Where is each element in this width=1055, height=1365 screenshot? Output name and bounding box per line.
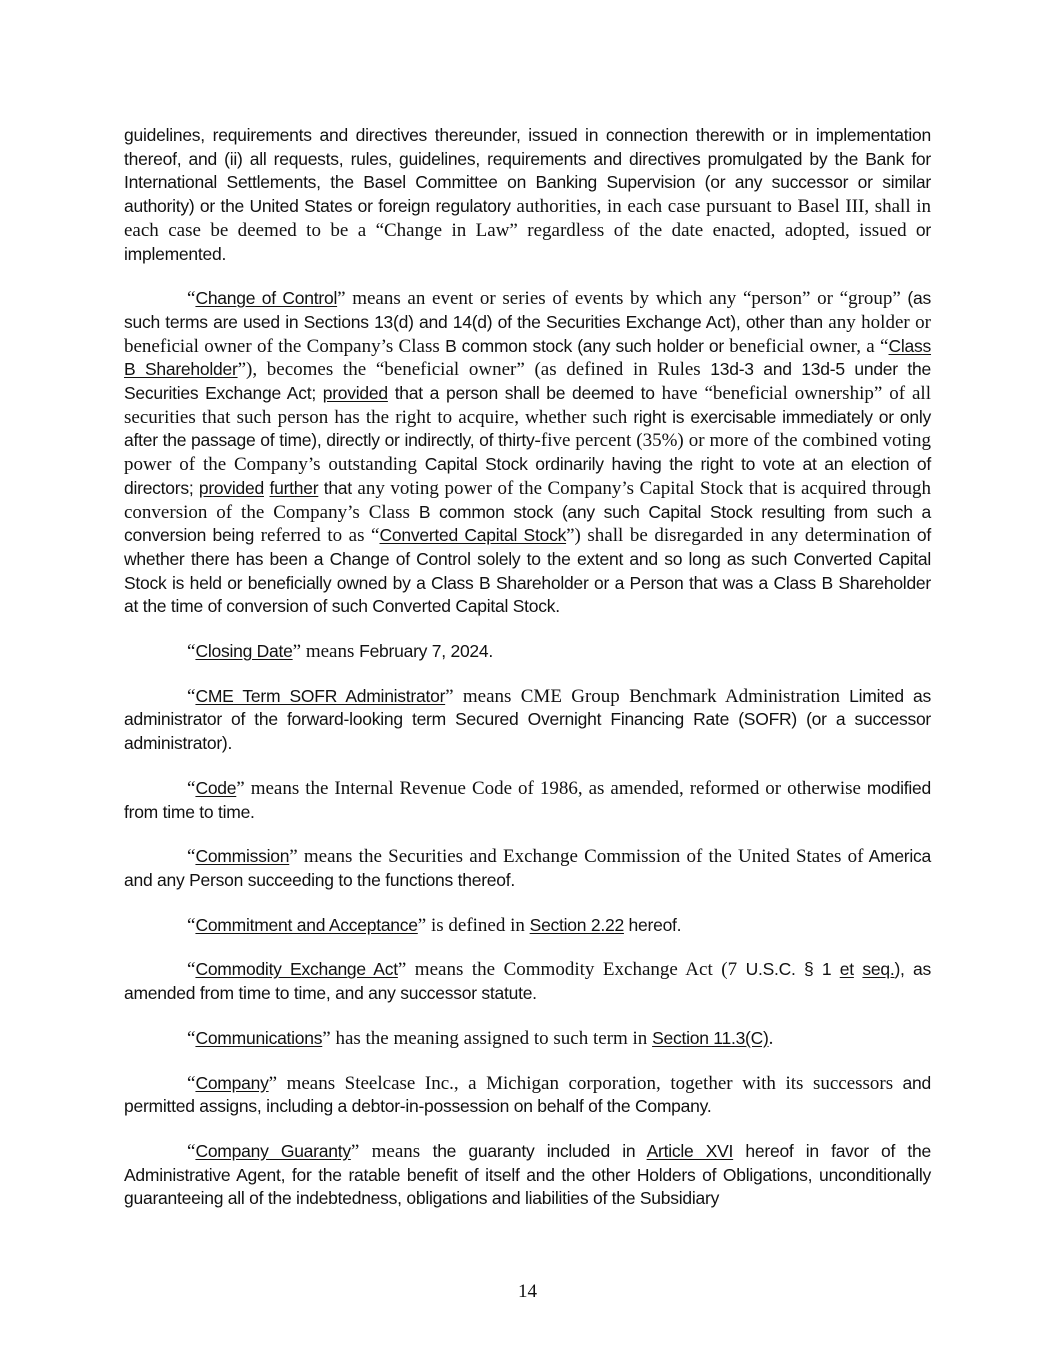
defined-term: Change of Control [195,288,338,309]
definition-closing-date: “Closing Date” means February 7, 2024. [187,641,494,663]
definition-change-of-control: “Change of Control” means an event or series of events by which any “person” or “group” (as such terms are used in Sections 13(d) and 14(d) of the Securities Exchange Act), other than any holder or beneficial owner of the Company’s Class B common stock (any such holder or beneficial owner, a “Class B Shareholder”), becomes the “beneficial owner” (as defined in Rules 13d-3 and 13d-5 under the Securities Exchange Act; provided that a person shall be deemed to have “beneficial ownership” of all securities that such person has the right to acquire, whether such right is exercisable immediately or only after the passage of time), directly or indirectly, of thirty-five percent (35%) or more of the combined voting power of the Company’s outstanding Capital Stock ordinarily having the right to vote at an election of directors; provided further that any voting power of the Company’s Capital Stock that is acquired through conversion of the Company’s Class B common stock (any such Capital Stock resulting from such a conversion being referred to as “Converted Capital Stock”) shall be disregarded in any determination of whether there has been a Change of Control solely to the extent and so long as such Converted Capital Stock is held or beneficially owned by a Class B Shareholder or a Person that was a Class B Shareholder at the time of conversion of such Converted Capital Stock. [124,288,932,617]
seq-term: seq. [862,959,895,980]
page-number: 14 [518,1281,537,1302]
definition-code: “Code” means the Internal Revenue Code of 1986, as amended, reformed or otherwise modified from time to time. [124,777,931,822]
article-reference: Article XVI [646,1140,734,1161]
defined-term: Class B Shareholder [124,335,932,380]
paragraph-change-in-law-continued: guidelines, requirements and directives thereunder, issued in connection therewith or in implementation thereof, and (ii) all requests, rules, guidelines, requirements and directives promulgated by the Bank for International Settlements, the Basel Committee on Banking Supervision (or any successor or similar authority) or the United States or foreign regulatory authorities, in each case pursuant to Basel III, shall in each case be deemed to be a “Change in Law” regardless of the date enacted, adopted, issued or implemented. [124,125,931,264]
definition-commodity-exchange-act: “Commodity Exchange Act” means the Commodity Exchange Act (7 U.S.C. § 1 et seq.), as amended from time to time, and any successor statute. [124,959,932,1004]
defined-term: Code [195,777,237,798]
defined-term: Company [195,1072,269,1093]
definition-company: “Company” means Steelcase Inc., a Michigan corporation, together with its successors and permitted assigns, including a debtor-in-possession on behalf of the Company. [124,1072,932,1117]
document-page [124,124,931,1232]
definition-company-guaranty: “Company Guaranty” means the guaranty included in Article XVI hereof in favor of the Administrative Agent, for the ratable benefit of itself and the other Holders of Obligations, unconditionally guaranteeing all of the indebtedness, obligations and liabilities of the Subsidiary [124,1140,931,1209]
defined-term: Converted Capital Stock [379,525,567,546]
defined-term: Commission [195,846,290,867]
provided-term: provided [198,477,264,498]
definition-commission: “Commission” means the Securities and Exchange Commission of the United States of America and any Person succeeding to the functions thereof. [124,846,931,890]
further-term: further [269,477,319,498]
definition-commitment-and-acceptance: “Commitment and Acceptance” is defined in Section 2.22 hereof. [187,914,682,936]
defined-term: Commitment and Acceptance [195,914,418,935]
defined-term: Company Guaranty [195,1140,351,1161]
defined-term: Closing Date [195,641,293,662]
section-reference: Section 11.3(C) [652,1027,769,1048]
defined-term: Communications [195,1027,323,1048]
defined-term: CME Term SOFR Administrator [195,685,446,706]
defined-term: Commodity Exchange Act [195,959,398,980]
provided-term: provided [322,383,388,404]
et-term: et [839,959,854,980]
definition-communications: “Communications” has the meaning assigned to such term in Section 11.3(C). [187,1027,774,1049]
definition-cme-term-sofr-administrator: “CME Term SOFR Administrator” means CME Group Benchmark Administration Limited as administrator of the forward-looking term Secured Overnight Financing Rate (SOFR) (or a successor administrator). [124,685,931,754]
section-reference: Section 2.22 [529,914,624,935]
